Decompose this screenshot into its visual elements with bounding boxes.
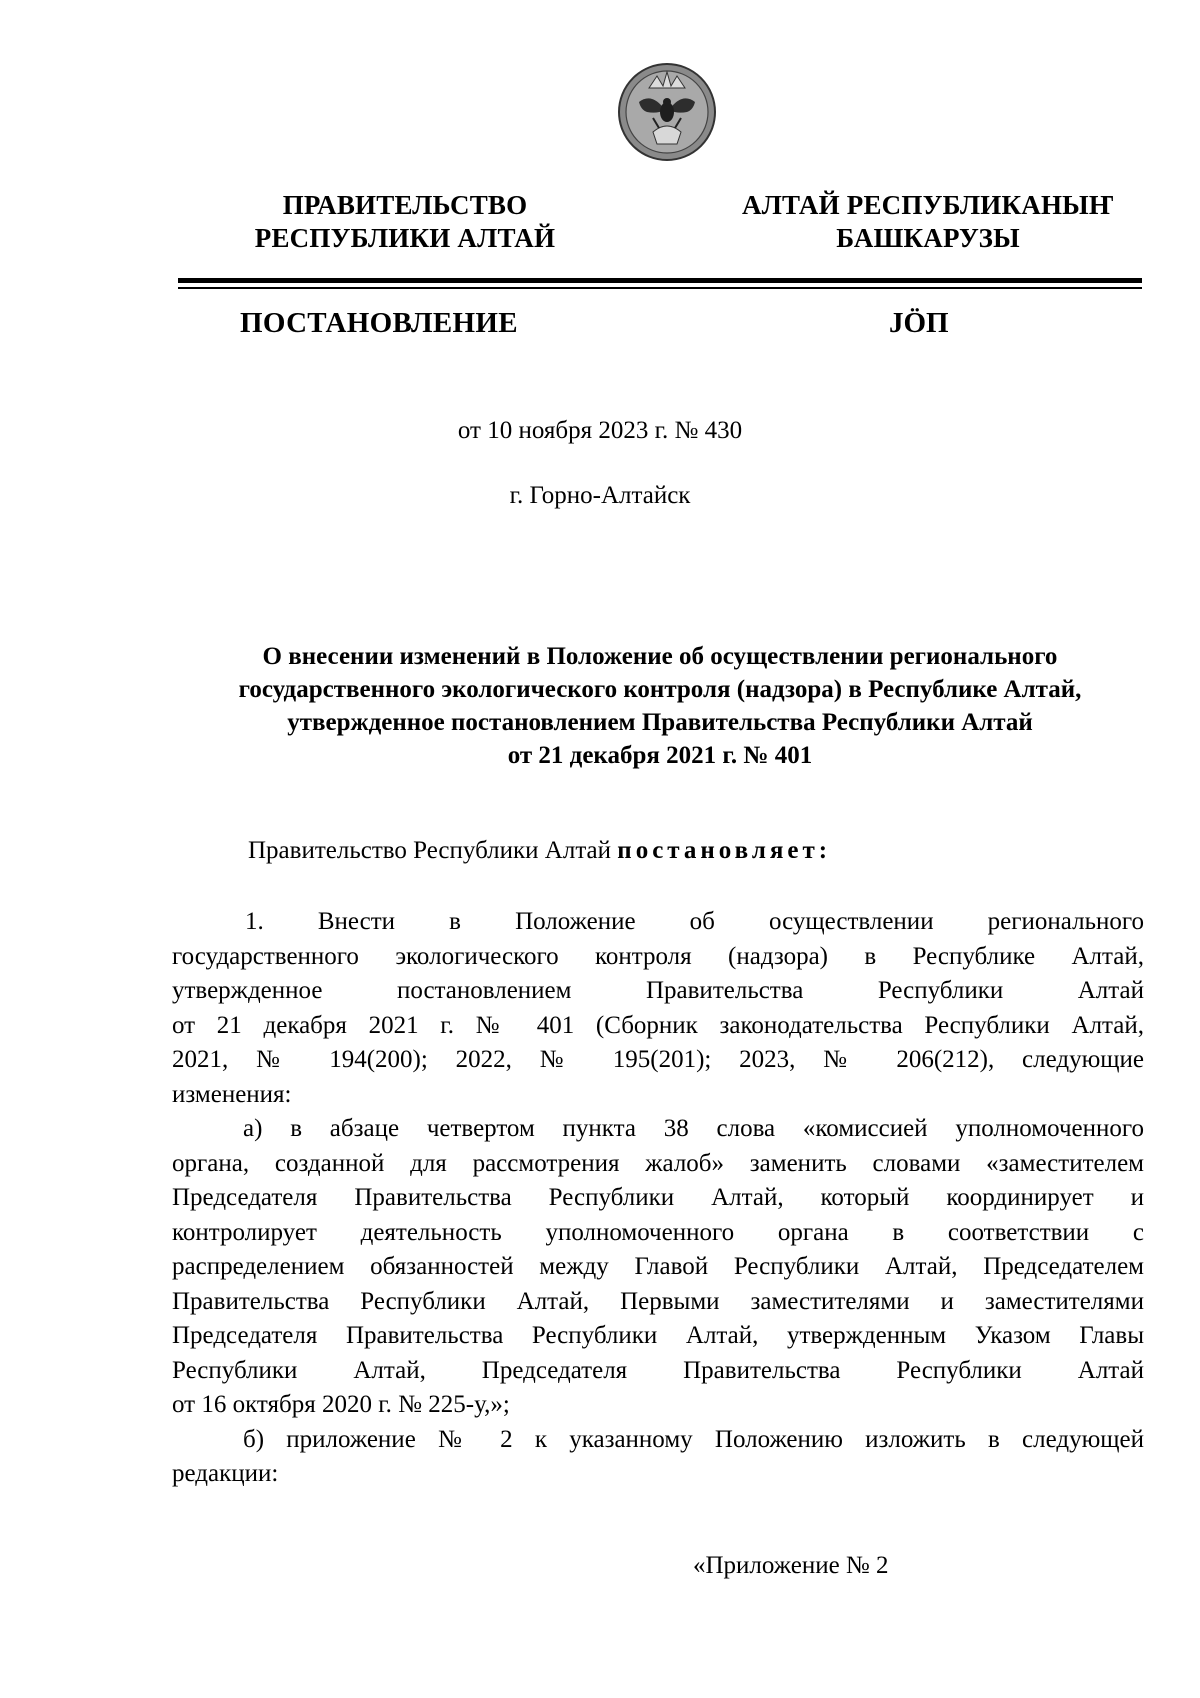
body-line: Председателя Правительства Республики Алтай, утвержденным Указом Главы xyxy=(172,1322,1144,1349)
document-title xyxy=(140,640,1180,772)
header-left-line1: ПРАВИТЕЛЬСТВО xyxy=(282,190,528,220)
body-line: Правительства Республики Алтай, Первыми заместителями и заместителями xyxy=(172,1287,1144,1315)
act-type-russian: ПОСТАНОВЛЕНИЕ xyxy=(240,307,518,339)
document-city: г. Горно-Алтайск xyxy=(509,482,691,509)
government-name-altai xyxy=(718,189,1138,255)
body-line: Республики Алтай, Председателя Правительства Республики Алтай xyxy=(172,1356,1144,1384)
title-line: утвержденное постановлением Правительства Республики Алтай xyxy=(287,709,1033,736)
document-body xyxy=(172,905,1144,1492)
preamble-subject: Правительство Республики Алтай xyxy=(248,837,612,864)
header-divider-thick xyxy=(178,278,1142,283)
body-line: контролирует деятельность уполномоченного органа в соответствии с xyxy=(172,1218,1144,1246)
body-line: изменения: xyxy=(172,1080,292,1108)
body-line: распределением обязанностей между Главой Республики Алтай, Председателем xyxy=(172,1253,1144,1280)
title-line: О внесении изменений в Положение об осуществлении регионального xyxy=(262,643,1058,670)
title-line: от 21 декабря 2021 г. № 401 xyxy=(507,742,813,769)
act-type-altai: JӦП xyxy=(889,307,949,339)
appendix-label: «Приложение № 2 xyxy=(693,1552,889,1579)
government-name-russian xyxy=(205,189,605,255)
body-line: от 21 декабря 2021 г. № 401 (Сборник законодательства Республики Алтай, xyxy=(172,1011,1144,1039)
body-line: а) в абзаце четвертом пункта 38 слова «комиссией уполномоченного xyxy=(243,1115,1144,1142)
header-right-line1: АЛТАЙ РЕСПУБЛИКАНЫҤ xyxy=(742,190,1114,220)
body-line: утвержденное постановлением Правительства Республики Алтай xyxy=(172,977,1144,1004)
altai-coat-of-arms-icon xyxy=(617,62,717,162)
title-line: государственного экологического контроля (надзора) в Республике Алтай, xyxy=(238,676,1082,703)
body-line: редакции: xyxy=(172,1460,279,1487)
preamble xyxy=(248,837,831,865)
document-date-number: от 10 ноября 2023 г. № 430 xyxy=(457,417,743,444)
body-line: государственного экологического контроля (надзора) в Республике Алтай, xyxy=(172,942,1144,970)
body-line: 1. Внести в Положение об осуществлении регионального xyxy=(245,908,1144,935)
header-divider-thin xyxy=(178,287,1142,289)
header-right-line2: БАШКАРУЗЫ xyxy=(836,223,1020,253)
body-line: 2021, № 194(200); 2022, № 195(201); 2023, № 206(212), следующие xyxy=(172,1046,1144,1073)
body-line: б) приложение № 2 к указанному Положению изложить в следующей xyxy=(243,1425,1144,1453)
body-line: органа, созданной для рассмотрения жалоб» заменить словами «заместителем xyxy=(172,1149,1144,1177)
header-left-line2: РЕСПУБЛИКИ АЛТАЙ xyxy=(254,223,556,253)
preamble-verb: постановляет: xyxy=(617,837,832,864)
body-line: от 16 октября 2020 г. № 225-у,»; xyxy=(172,1391,510,1418)
body-line: Председателя Правительства Республики Алтай, который координирует и xyxy=(172,1184,1144,1211)
